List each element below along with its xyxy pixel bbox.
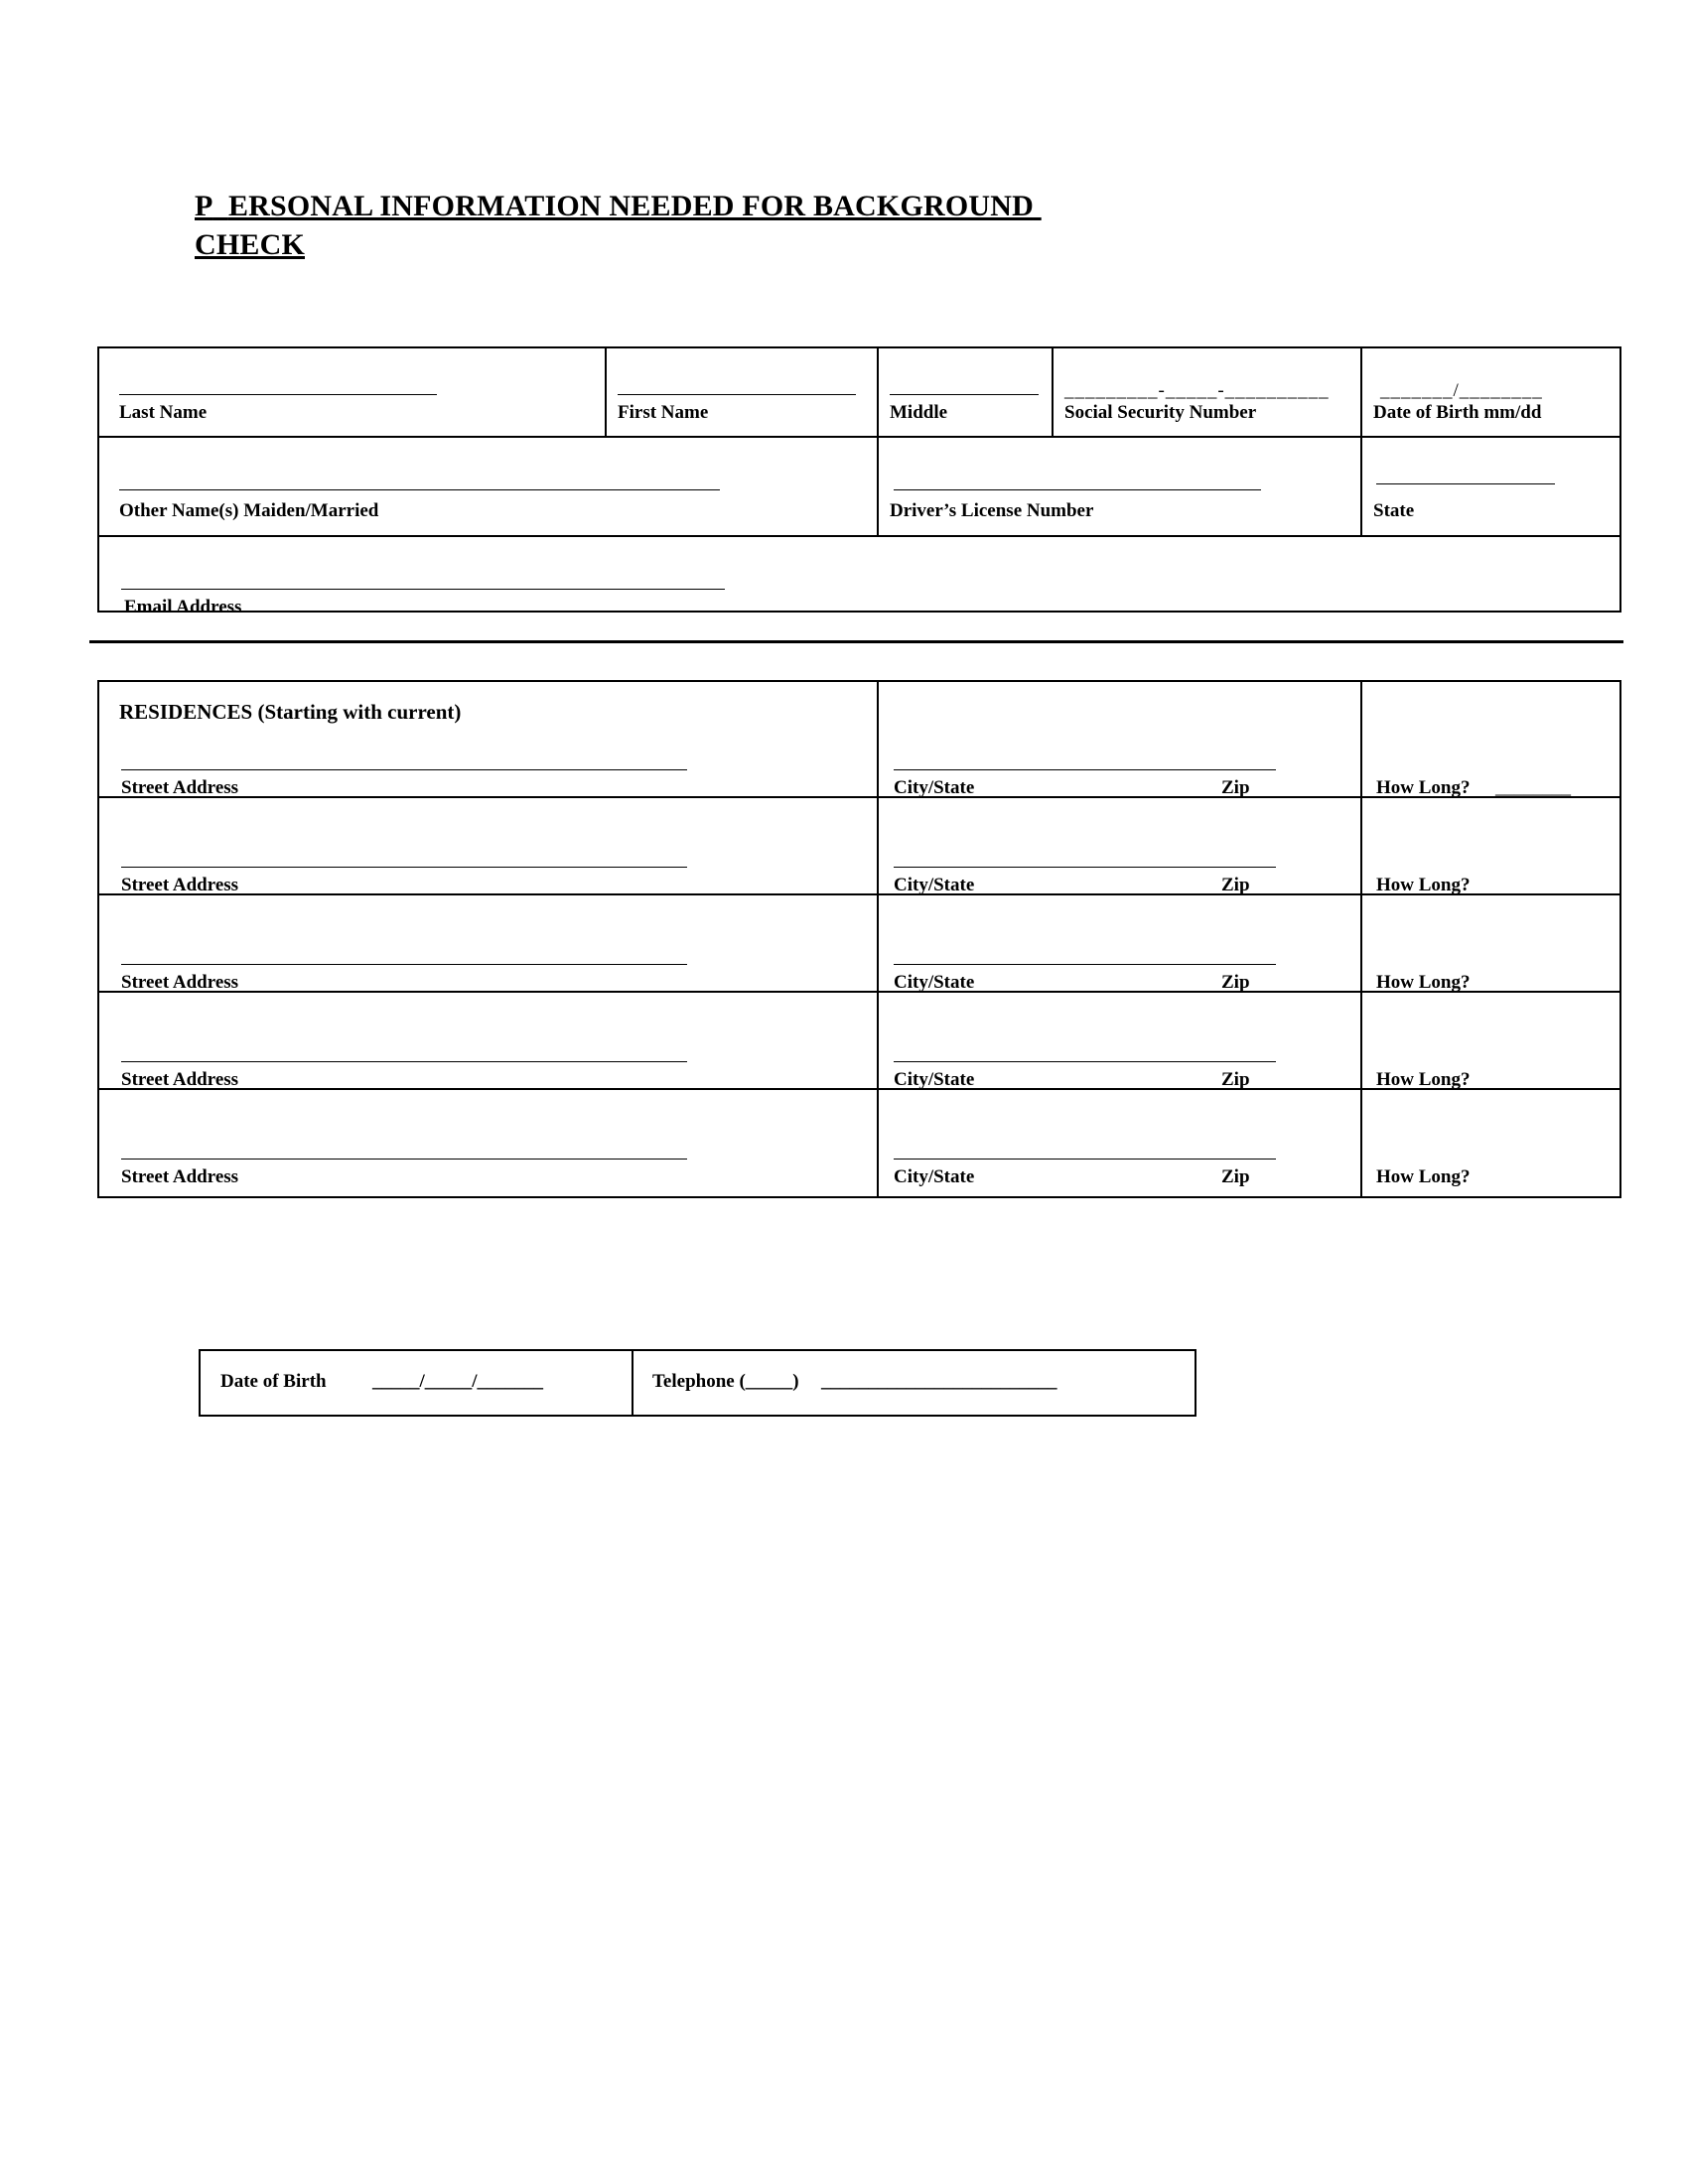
zip-label: Zip (1221, 1069, 1250, 1090)
page-title-rest: ERSONAL INFORMATION NEEDED FOR BACKGROUND (227, 190, 1034, 222)
how-long-input[interactable]: ________ (1495, 777, 1571, 798)
identity-col-divider-6 (1360, 436, 1362, 535)
last-name-label: Last Name (119, 402, 208, 423)
how-long-label: How Long? (1376, 972, 1471, 993)
street-address-label: Street Address (121, 1069, 239, 1090)
identity-col-divider-1 (605, 348, 607, 436)
how-long-label: How Long? (1376, 1069, 1471, 1090)
how-long-label: How Long? (1376, 875, 1471, 895)
identity-col-divider-7 (877, 535, 879, 537)
how-long-label: How Long? (1376, 1166, 1471, 1187)
page-title (195, 187, 1307, 264)
dob-top-label: Date of Birth mm/dd (1373, 402, 1542, 423)
footer-dob-input[interactable]: _____/_____/_______ (372, 1371, 544, 1392)
footer-col-divider (632, 1351, 633, 1415)
street-address-input[interactable] (121, 964, 687, 965)
street-address-input[interactable] (121, 867, 687, 868)
email-input[interactable] (121, 589, 725, 590)
identity-row-divider-2 (99, 535, 1619, 537)
city-state-label: City/State (894, 1166, 975, 1187)
ssn-label: Social Security Number (1064, 402, 1257, 423)
residences-col-divider-1 (877, 682, 879, 1196)
other-names-input[interactable] (119, 489, 720, 490)
dob-top-input[interactable]: _______/________ (1380, 380, 1543, 401)
middle-name-input[interactable] (890, 394, 1039, 395)
first-name-label: First Name (618, 402, 709, 423)
street-address-input[interactable] (121, 1159, 687, 1160)
city-state-label: City/State (894, 777, 975, 798)
footer-telephone-input[interactable]: _________________________ (821, 1371, 1057, 1392)
zip-label: Zip (1221, 1166, 1250, 1187)
drivers-license-input[interactable] (894, 489, 1261, 490)
street-address-label: Street Address (121, 875, 239, 895)
residences-table (97, 680, 1621, 1198)
city-state-input[interactable] (894, 769, 1276, 770)
last-name-input[interactable] (119, 394, 437, 395)
city-state-input[interactable] (894, 1061, 1276, 1062)
residences-col-divider-2 (1360, 682, 1362, 1196)
city-state-input[interactable] (894, 964, 1276, 965)
other-names-label: Other Name(s) Maiden/Married (119, 500, 379, 521)
residences-heading: RESIDENCES (Starting with current) (119, 700, 462, 724)
middle-name-label: Middle (890, 402, 948, 423)
footer-dob-label: Date of Birth (220, 1371, 327, 1392)
zip-label: Zip (1221, 777, 1250, 798)
page-title-initial: P (195, 190, 213, 222)
footer-telephone-label: Telephone (_____) (652, 1371, 799, 1392)
zip-label: Zip (1221, 972, 1250, 993)
identity-col-divider-3 (1052, 348, 1054, 436)
city-state-label: City/State (894, 972, 975, 993)
section-separator (89, 640, 1623, 643)
first-name-input[interactable] (618, 394, 856, 395)
city-state-input[interactable] (894, 1159, 1276, 1160)
street-address-input[interactable] (121, 769, 687, 770)
state-input[interactable] (1376, 483, 1555, 484)
page-title-line-1 (195, 187, 1307, 225)
how-long-label: How Long? (1376, 777, 1471, 798)
page-title-line-2: CHECK (195, 228, 306, 261)
state-label: State (1373, 500, 1415, 521)
city-state-label: City/State (894, 1069, 975, 1090)
ssn-input[interactable]: _________-_____-__________ (1064, 380, 1330, 401)
city-state-label: City/State (894, 875, 975, 895)
zip-label: Zip (1221, 875, 1250, 895)
street-address-label: Street Address (121, 777, 239, 798)
identity-col-divider-4 (1360, 348, 1362, 436)
street-address-label: Street Address (121, 972, 239, 993)
footer-table (199, 1349, 1196, 1417)
email-label: Email Address (124, 597, 242, 617)
identity-table (97, 346, 1621, 617)
city-state-input[interactable] (894, 867, 1276, 868)
street-address-label: Street Address (121, 1166, 239, 1187)
street-address-input[interactable] (121, 1061, 687, 1062)
identity-col-divider-5 (877, 436, 879, 535)
identity-col-divider-2 (877, 348, 879, 436)
identity-row-divider-1 (99, 436, 1619, 438)
drivers-license-label: Driver’s License Number (890, 500, 1094, 521)
